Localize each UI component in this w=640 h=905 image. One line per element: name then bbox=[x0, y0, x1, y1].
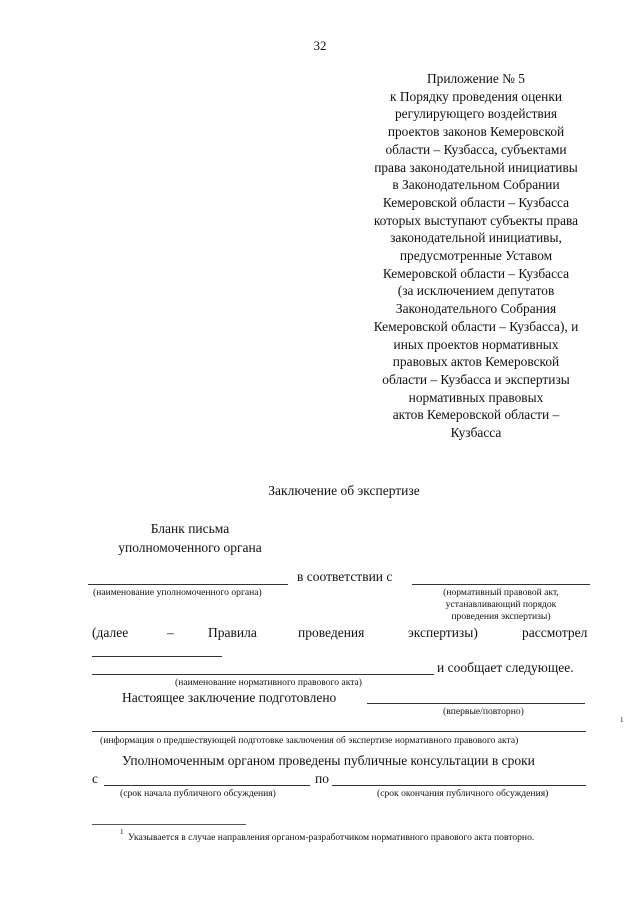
act-caption-1: (нормативный правовой акт, bbox=[443, 587, 559, 598]
end-date-field[interactable] bbox=[332, 785, 586, 786]
appendix-line: Кузбасса bbox=[450, 425, 502, 441]
appendix-line: актов Кемеровской области – bbox=[392, 407, 560, 423]
previous-info-field[interactable] bbox=[92, 731, 586, 732]
row-word-2: – bbox=[167, 625, 174, 640]
first-or-repeat-field[interactable] bbox=[367, 703, 585, 704]
from-label: с bbox=[92, 771, 98, 786]
letterhead-line-2: уполномоченного органа bbox=[118, 540, 262, 555]
appendix-line: области – Кузбасса, субъектами bbox=[385, 141, 567, 157]
appendix-line: права законодательной инициативы bbox=[374, 159, 578, 175]
to-label: по bbox=[315, 771, 329, 786]
act-caption-2: устанавливающий порядок bbox=[445, 599, 557, 610]
letterhead-placeholder bbox=[90, 519, 290, 557]
act-name-field-1[interactable] bbox=[92, 656, 222, 657]
org-name-field[interactable] bbox=[88, 584, 288, 585]
row-word-1: (далее bbox=[92, 625, 129, 640]
document-title: Заключение об экспертизе bbox=[268, 483, 420, 498]
footnote-divider bbox=[92, 824, 246, 825]
row-word-4: проведения bbox=[298, 625, 365, 640]
appendix-line: Кемеровской области – Кузбасса bbox=[382, 265, 570, 281]
appendix-line: (за исключением депутатов bbox=[397, 283, 555, 299]
appendix-line: Кемеровской области – Кузбасса bbox=[382, 194, 570, 210]
appendix-header bbox=[352, 70, 600, 442]
consultations-text: Уполномоченным органом проведены публичные консультации в сроки bbox=[122, 753, 535, 768]
act-name-field-2[interactable] bbox=[92, 674, 434, 675]
appendix-line: нормативных правовых bbox=[408, 389, 544, 405]
previous-info-caption: (информация о предшествующей подготовке заключения об экспертизе нормативного правового акта) bbox=[100, 735, 519, 746]
first-or-repeat-caption: (впервые/повторно) bbox=[443, 706, 524, 717]
appendix-line: предусмотренные Уставом bbox=[399, 248, 553, 264]
appendix-line: правовых актов Кемеровской bbox=[392, 354, 560, 370]
appendix-line: Кемеровской области – Кузбасса), и bbox=[373, 318, 579, 334]
appendix-line: регулирующего воздействия bbox=[394, 106, 558, 122]
reports-text: и сообщает следующее. bbox=[437, 660, 574, 675]
appendix-line: иных проектов нормативных bbox=[393, 336, 559, 352]
regulating-act-field[interactable] bbox=[412, 584, 590, 585]
prepared-text: Настоящее заключение подготовлено bbox=[122, 690, 337, 705]
letterhead-line-1: Бланк письма bbox=[150, 521, 230, 536]
row-word-5: экспертизы) bbox=[408, 625, 478, 640]
start-date-field[interactable] bbox=[104, 785, 310, 786]
appendix-line: области – Кузбасса и экспертизы bbox=[382, 371, 570, 387]
end-date-caption: (срок окончания публичного обсуждения) bbox=[377, 788, 549, 799]
appendix-line: законодательной инициативы, bbox=[390, 230, 562, 246]
appendix-line: которых выступают субъекты права bbox=[373, 212, 579, 228]
appendix-line: Законодательного Собрания bbox=[395, 301, 557, 317]
footnote-reference: 1 bbox=[620, 716, 624, 724]
row-word-6: рассмотрел bbox=[522, 625, 588, 640]
act-name-caption: (наименование нормативного правового акта) bbox=[175, 677, 363, 688]
appendix-line: в Законодательном Собрании bbox=[392, 177, 560, 193]
org-name-caption: (наименование уполномоченного органа) bbox=[93, 587, 262, 598]
page-number: 32 bbox=[313, 38, 327, 53]
appendix-line: проектов законов Кемеровской bbox=[387, 124, 565, 140]
footnote-mark: 1 bbox=[120, 828, 124, 836]
footnote-text: Указывается в случае направления органом-разработчиком нормативного правового акта повторно. bbox=[128, 832, 535, 843]
act-caption-3: проведения экспертизы) bbox=[451, 611, 551, 622]
appendix-line: Приложение № 5 bbox=[426, 71, 526, 86]
in-accordance-text: в соответствии с bbox=[297, 569, 393, 584]
row-word-3: Правила bbox=[208, 625, 257, 640]
appendix-line: к Порядку проведения оценки bbox=[389, 88, 563, 104]
start-date-caption: (срок начала публичного обсуждения) bbox=[120, 788, 276, 799]
